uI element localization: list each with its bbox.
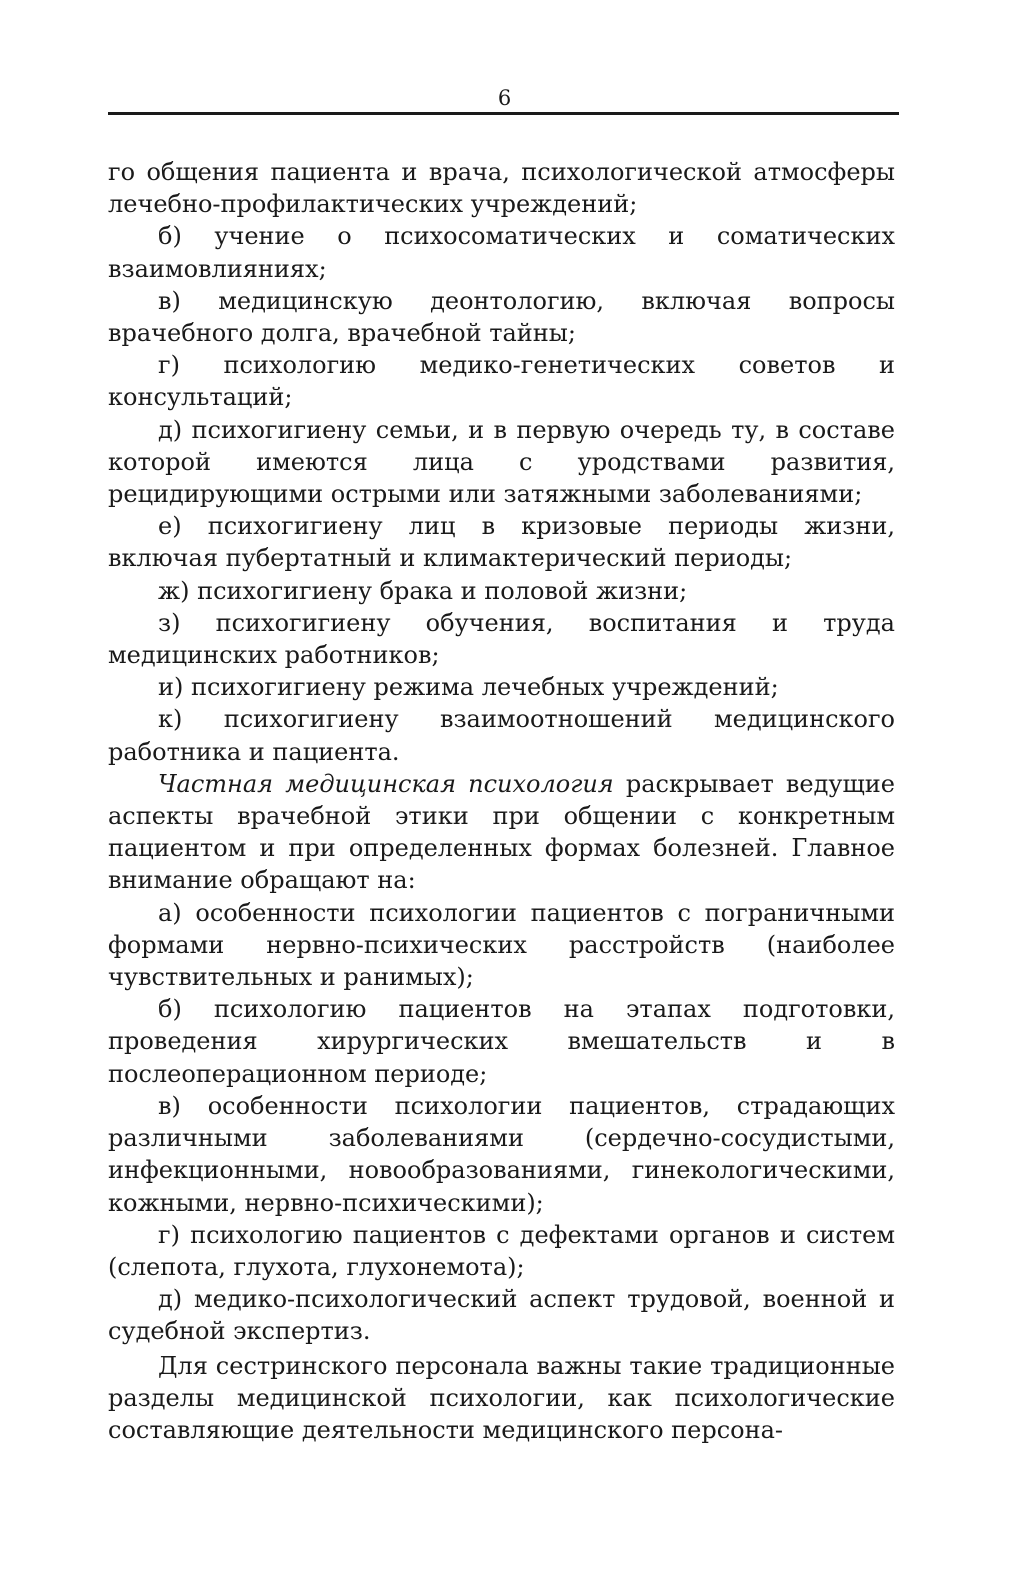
list-item: в) медицинскую деонтологию, включая вопросы врачебного долга, врачебной тайны; [108, 286, 895, 348]
list-item: ж) психогигиену брака и половой жизни; [158, 576, 688, 605]
paragraph: го общения пациента и врача, психологической атмосферы лечебно-профилактических учреждений; [108, 158, 895, 219]
list-item: к) психогигиену взаимоотношений медицинского работника и пациента. [108, 705, 895, 766]
list-item: з) психогигиену обучения, воспитания и труда медицинских работников; [108, 608, 895, 670]
list-item: д) психогигиену семьи, и в первую очередь ту, в составе которой имеются лица с уродствами развития, рецидирующими острыми или затяжными заболеваниями; [108, 415, 895, 509]
list-item: б) психологию пациентов на этапах подготовки, проведения хирургических вмешательств и в послеоперационном периоде; [108, 995, 895, 1088]
emphasis-term: Частная медицинская психология [158, 769, 614, 798]
page-number: 6 [497, 86, 512, 110]
list-item: г) психологию медико-генетических советов и консультаций; [108, 351, 895, 412]
header-rule [108, 112, 899, 115]
list-item: г) психологию пациентов с дефектами органов и систем (слепота, глухота, глухонемота); [108, 1220, 895, 1281]
body-text [108, 156, 895, 1446]
paragraph [108, 768, 895, 897]
list-item: в) особенности психологии пациентов, страдающих различными заболеваниями (сердечно-сосудистыми, инфекционными, новообразованиями, гинекологическими, кожными, нервно-психическими); [108, 1091, 895, 1217]
list-item: и) психогигиену режима лечебных учреждений; [158, 673, 779, 702]
list-item: д) медико-психологический аспект трудовой, военной и судебной экспертиз. [108, 1285, 895, 1346]
paragraph-text: раскрывает ведущие аспекты врачебной этики при общении с конкретным пациентом и при определенных формах болезней. Главное внимание обращают на: [108, 769, 896, 895]
list-item: а) особенности психологии пациентов с пограничными формами нервно-психических расстройств (наиболее чувствительных и ранимых); [108, 898, 895, 992]
list-item: е) психогигиену лиц в кризовые периоды жизни, включая пубертатный и климактерический периоды; [108, 512, 895, 573]
paragraph: Для сестринского персонала важны такие традиционные разделы медицинской психологии, как психологические составляющие деятельности медицинского персона- [108, 1351, 895, 1444]
list-item: б) учение о психосоматических и соматических взаимовлияниях; [108, 222, 895, 283]
